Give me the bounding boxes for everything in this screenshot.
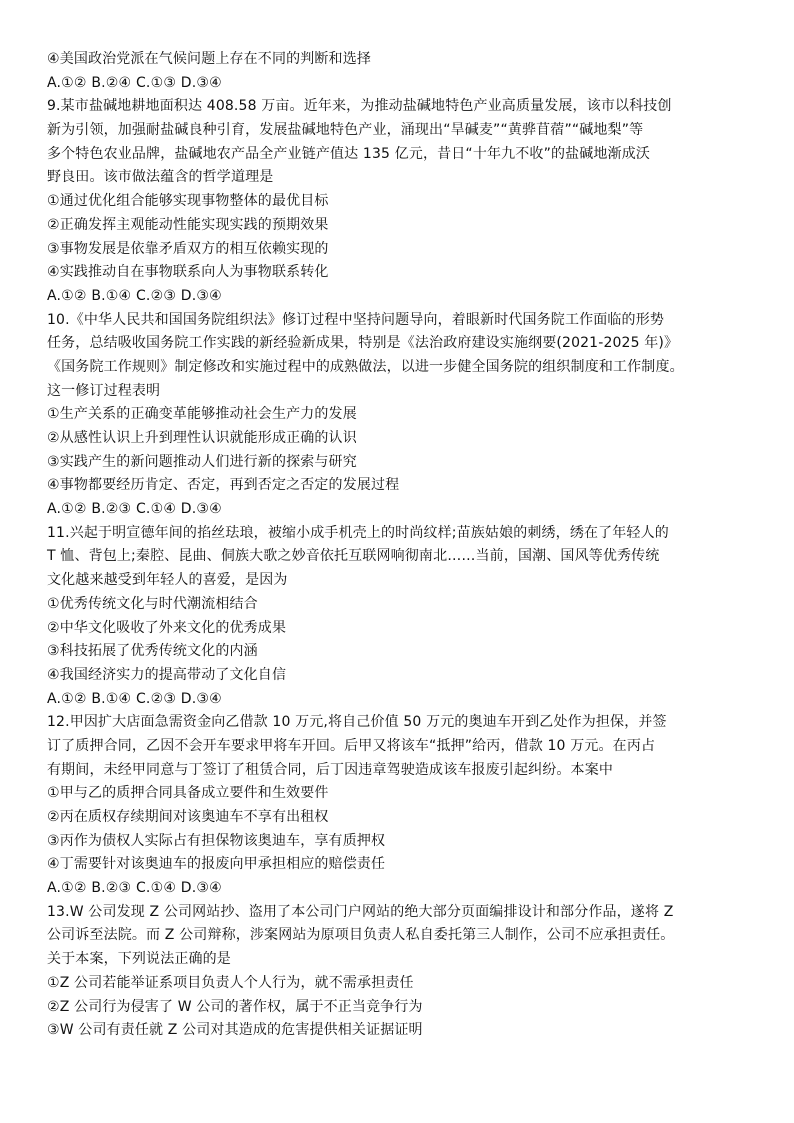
question-stem-line: 有期间，未经甲同意与丁签订了租赁合同，后丁因违章驾驶造成该车报废引起纠纷。本案中 — [47, 761, 613, 778]
option-item: ④我国经济实力的提高带动了文化自信 — [47, 666, 287, 683]
option-item: ④实践推动自在事物联系向人为事物联系转化 — [47, 264, 329, 281]
question-stem-line: 订了质押合同，乙因不会开车要求甲将车开回。后甲又将该车“抵押”给丙，借款 10 万元。在丙占 — [47, 737, 656, 754]
option-item: ②Z 公司行为侵害了 W 公司的著作权，属于不正当竞争行为 — [47, 998, 423, 1015]
option-item: ①甲与乙的质押合同具备成立要件和生效要件 — [47, 785, 329, 802]
answer-choices: A.①② B.①④ C.②③ D.③④ — [47, 287, 222, 304]
option-item: ②丙在质权存续期间对该奥迪车不享有出租权 — [47, 809, 329, 825]
answer-choices: A.①② B.②③ C.①④ D.③④ — [47, 501, 222, 518]
question-stem-line: 多个特色农业品牌，盐碱地农产品全产业链产值达 135 亿元，昔日“十年九不收”的盐碱地渐成沃 — [47, 145, 651, 162]
option-item: ①通过优化组合能够实现事物整体的最优目标 — [47, 193, 329, 210]
question-stem-line: 11.兴起于明宣德年间的掐丝珐琅，被缩小成手机壳上的时尚纹样;苗族姑娘的刺绣，绣在了年轻人的 — [47, 524, 669, 541]
option-item: ③事物发展是依靠矛盾双方的相互依赖实现的 — [47, 240, 329, 257]
question-stem-line: 关于本案，下列说法正确的是 — [47, 951, 231, 968]
question-stem-line: 这一修订过程表明 — [47, 382, 161, 399]
option-item: ③科技拓展了优秀传统文化的内涵 — [47, 643, 258, 660]
option-item: ③W 公司有责任就 Z 公司对其造成的危害提供相关证据证明 — [47, 1022, 423, 1039]
question-stem-line: 公司诉至法院。而 Z 公司辩称，涉案网站为原项目负责人私自委托第三人制作，公司不应承担责任。 — [47, 927, 675, 944]
option-item: ④事物都要经历肯定、否定，再到否定之否定的发展过程 — [47, 477, 400, 494]
answer-choices: A.①② B.②④ C.①③ D.③④ — [47, 74, 222, 91]
exam-page — [47, 48, 753, 1043]
option-item: ②正确发挥主观能动性能实现实践的预期效果 — [47, 216, 329, 233]
option-item: ①Z 公司若能举证系项目负责人个人行为，就不需承担责任 — [47, 974, 414, 991]
option-item: ④丁需要针对该奥迪车的报废向甲承担相应的赔偿责任 — [47, 856, 386, 873]
question-stem-line: 13.W 公司发现 Z 公司网站抄、盗用了本公司门户网站的绝大部分页面编排设计和部分作品，遂将 Z — [47, 903, 674, 920]
option-item: ③丙作为债权人实际占有担保物该奥迪车，享有质押权 — [47, 832, 386, 849]
option-item: ①优秀传统文化与时代潮流相结合 — [47, 595, 258, 612]
option-item: ②中华文化吸收了外来文化的优秀成果 — [47, 619, 287, 636]
option-item: ①生产关系的正确变革能够推动社会生产力的发展 — [47, 406, 357, 423]
question-stem-line: 任务，总结吸收国务院工作实践的新经验新成果，特别是《法治政府建设实施纲要(2021-2025 年)》 — [47, 335, 679, 352]
question-stem-line: 12.甲因扩大店面急需资金向乙借款 10 万元,将自己价值 50 万元的奥迪车开到乙处作为担保，并签 — [47, 714, 667, 731]
question-stem-line: T 恤、背包上;秦腔、昆曲、侗族大歌之妙音依托互联网响彻南北……当前，国潮、国风等优秀传统 — [47, 548, 660, 565]
option-item: ③实践产生的新问题推动人们进行新的探索与研究 — [47, 453, 357, 470]
question-stem-line: 9.某市盐碱地耕地面积达 408.58 万亩。近年来，为推动盐碱地特色产业高质量发展，该市以科技创 — [47, 98, 672, 115]
question-stem-line: 新为引领，加强耐盐碱良种引育，发展盐碱地特色产业，涌现出“旱碱麦”“黄骅苜蓿”“碱地梨”等 — [47, 122, 644, 139]
question-stem-line: 野良田。该市做法蕴含的哲学道理是 — [47, 169, 274, 186]
question-stem-line: 10.《中华人民共和国国务院组织法》修订过程中坚持问题导向，着眼新时代国务院工作面临的形势 — [47, 311, 665, 328]
option-item: ④美国政治党派在气候问题上存在不同的判断和选择 — [47, 51, 371, 67]
option-item: ②从感性认识上升到理性认识就能形成正确的认识 — [47, 430, 357, 446]
question-stem-line: 文化越来越受到年轻人的喜爱，是因为 — [47, 572, 288, 589]
answer-choices: A.①② B.①④ C.②③ D.③④ — [47, 690, 222, 707]
question-stem-line: 《国务院工作规则》制定修改和实施过程中的成熟做法，以进一步健全国务院的组织制度和工作制度。 — [47, 358, 684, 375]
answer-choices: A.①② B.②③ C.①④ D.③④ — [47, 880, 222, 897]
